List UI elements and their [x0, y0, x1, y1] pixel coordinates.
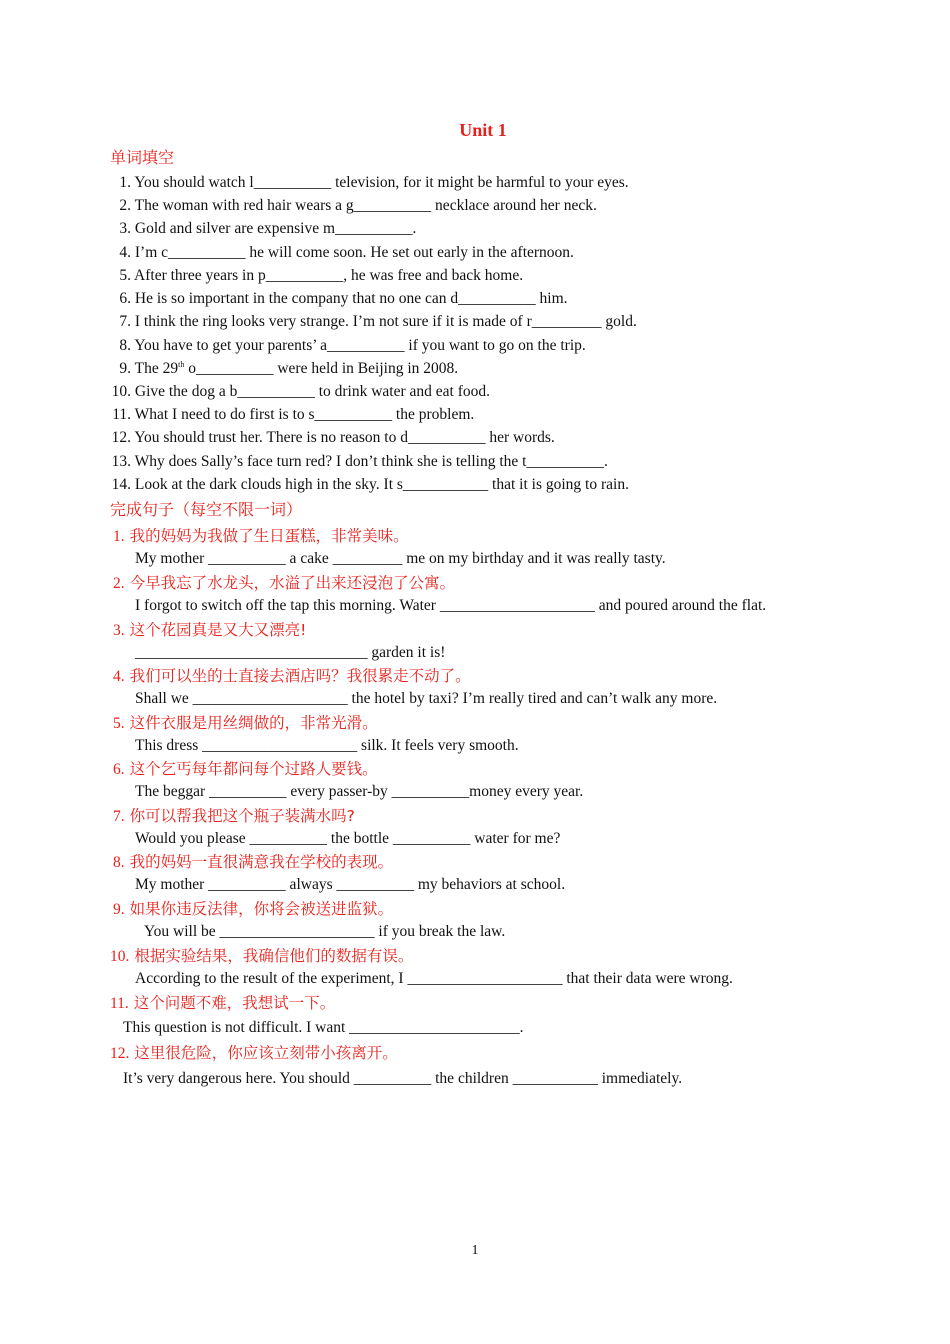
item-number: 7. — [119, 313, 131, 330]
item-text: The woman with red hair wears a g__________ necklace around her neck. — [134, 197, 597, 214]
list-item — [110, 336, 586, 356]
item-number: 2. — [113, 575, 125, 592]
chinese-prompt: 2. 今早我忘了水龙头，水溢了出来还浸泡了公寓。 — [113, 574, 456, 592]
item-number: 12. — [111, 429, 131, 446]
chinese-prompt: 5. 这件衣服是用丝绸做的，非常光滑。 — [113, 714, 378, 732]
list-item — [110, 428, 555, 448]
english-sentence: This question is not difficult. I want ______________________. — [123, 1019, 524, 1036]
chinese-prompt: 6. 这个乞丐每年都问每个过路人要钱。 — [113, 760, 378, 778]
list-item — [110, 359, 458, 379]
page-number: 1 — [471, 1243, 479, 1258]
item-number: 5. — [113, 715, 125, 732]
item-text-end: o__________ were held in Beijing in 2008. — [184, 360, 459, 377]
item-number: 8. — [119, 337, 131, 354]
list-item — [110, 173, 629, 193]
item-text: Why does Sally’s face turn red? I don’t think she is telling the t__________. — [134, 453, 608, 470]
item-number: 9. — [119, 360, 131, 377]
english-sentence: My mother __________ a cake _________ me on my birthday and it was really tasty. — [135, 550, 666, 567]
item-number: 10. — [111, 383, 131, 400]
page-title: Unit 1 — [459, 120, 507, 140]
chinese-prompt: 7. 你可以帮我把这个瓶子装满水吗? — [113, 807, 355, 825]
item-text: You should trust her. There is no reason to d__________ her words. — [134, 429, 555, 446]
english-sentence: Would you please __________ the bottle __________ water for me? — [135, 830, 561, 847]
english-sentence: This dress ____________________ silk. It feels very smooth. — [135, 737, 519, 754]
item-number: 1. — [119, 174, 131, 191]
english-sentence: I forgot to switch off the tap this morning. Water ____________________ and poured around the flat. — [135, 597, 767, 614]
english-sentence: It’s very dangerous here. You should __________ the children ___________ immediately. — [123, 1070, 683, 1087]
chinese-prompt: 1. 我的妈妈为我做了生日蛋糕，非常美味。 — [113, 527, 409, 545]
item-text-start: The 29 — [134, 360, 179, 377]
item-number: 2. — [119, 197, 131, 214]
item-text: I’m c__________ he will come soon. He set out early in the afternoon. — [134, 244, 574, 261]
item-number: 6. — [119, 290, 131, 307]
chinese-prompt: 8. 我的妈妈一直很满意我在学校的表现。 — [113, 853, 394, 871]
chinese-prompt: 11. 这个问题不难，我想试一下。 — [110, 994, 336, 1012]
item-text: I think the ring looks very strange. I’m not sure if it is made of r_________ gold. — [134, 313, 637, 330]
item-text: Gold and silver are expensive m__________. — [134, 220, 417, 237]
chinese-prompt: 3. 这个花园真是又大又漂亮! — [113, 621, 307, 639]
item-number: 9. — [113, 901, 125, 918]
list-item — [110, 405, 474, 425]
english-sentence: ______________________________ garden it is! — [135, 644, 446, 661]
item-text: After three years in p__________, he was free and back home. — [134, 267, 524, 284]
ordinal-suffix: th — [178, 360, 185, 369]
english-sentence: According to the result of the experiment, I ____________________ that their data were wrong. — [135, 970, 733, 987]
chinese-prompt: 4. 我们可以坐的士直接去酒店吗？我很累走不动了。 — [113, 667, 471, 685]
item-number: 1. — [113, 528, 125, 545]
item-number: 13. — [111, 453, 131, 470]
item-number: 3. — [119, 220, 131, 237]
section-heading-sentences: 完成句子（每空不限一词） — [110, 500, 303, 519]
item-text: You should watch l__________ television, for it might be harmful to your eyes. — [134, 174, 629, 191]
item-text: Look at the dark clouds high in the sky. It s___________ that it is going to rain. — [134, 476, 629, 493]
item-number: 10. — [110, 948, 130, 965]
english-sentence: Shall we ____________________ the hotel by taxi? I’m really tired and can’t walk any more. — [135, 690, 718, 707]
list-item — [110, 289, 568, 309]
list-item — [110, 243, 574, 263]
list-item — [110, 382, 490, 402]
item-number: 11. — [112, 406, 131, 423]
chinese-prompt: 12. 这里很危险，你应该立刻带小孩离开。 — [110, 1044, 398, 1062]
list-item — [110, 196, 597, 216]
item-text: He is so important in the company that no one can d__________ him. — [134, 290, 568, 307]
item-text: You have to get your parents’ a__________ if you want to go on the trip. — [134, 337, 586, 354]
item-number: 14. — [111, 476, 131, 493]
list-item — [110, 312, 637, 332]
item-number: 4. — [119, 244, 131, 261]
item-number: 11. — [110, 995, 129, 1012]
item-number: 5. — [119, 267, 131, 284]
item-text: Give the dog a b__________ to drink water and eat food. — [134, 383, 490, 400]
list-item — [110, 219, 416, 239]
list-item — [110, 475, 629, 495]
english-sentence: You will be ____________________ if you break the law. — [144, 923, 506, 940]
item-number: 12. — [110, 1045, 130, 1062]
english-sentence: The beggar __________ every passer-by __________money every year. — [135, 783, 584, 800]
item-number: 7. — [113, 808, 125, 825]
section-heading-vocabulary: 单词填空 — [110, 148, 175, 167]
item-number: 6. — [113, 761, 125, 778]
item-text: What I need to do first is to s__________ the problem. — [134, 406, 475, 423]
list-item — [110, 452, 608, 472]
list-item — [110, 266, 523, 286]
item-number: 3. — [113, 622, 125, 639]
english-sentence: My mother __________ always __________ my behaviors at school. — [135, 876, 566, 893]
item-number: 4. — [113, 668, 125, 685]
chinese-prompt: 10. 根据实验结果，我确信他们的数据有误。 — [110, 947, 414, 965]
chinese-prompt: 9. 如果你违反法律，你将会被送进监狱。 — [113, 900, 394, 918]
item-number: 8. — [113, 854, 125, 871]
